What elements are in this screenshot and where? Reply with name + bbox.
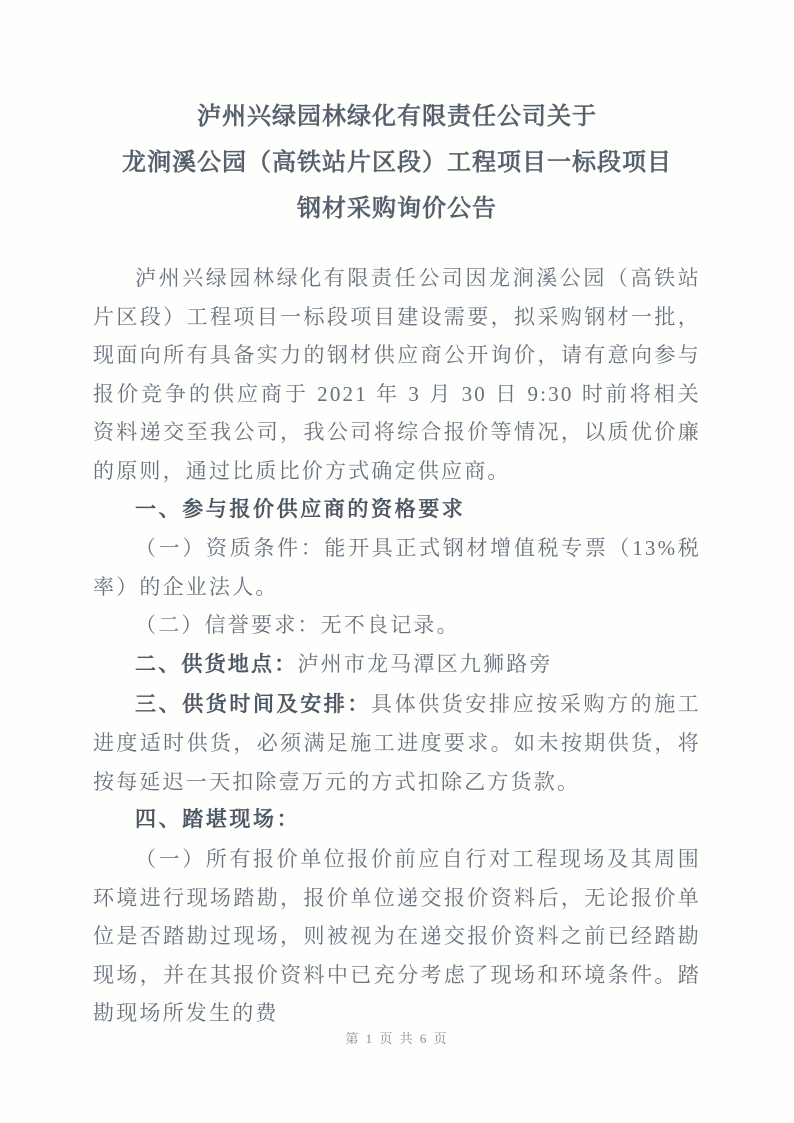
paragraph-intro: 泸州兴绿园林绿化有限责任公司因龙涧溪公园（高铁站片区段）工程项目一标段项目建设需要，拟采购钢材一批，现面向所有具备实力的钢材供应商公开询价，请有意向参与报价竞争的供应商于 2021 年 3 月 30 日 9:30 时前将相关资料递交至我公司，我公司将综合报价等情况，以质优价廉的原则，通过比质比价方式确定供应商。 xyxy=(93,266,701,483)
section-heading-delivery-location: 二、供货地点： xyxy=(135,652,298,676)
section-heading-qualifications: 一、参与报价供应商的资格要求 xyxy=(135,497,466,521)
paragraph-site-visit: （一）所有报价单位报价前应自行对工程现场及其周围环境进行现场踏勘，报价单位递交报价资料后，无论报价单位是否踏勘过现场，则被视为在递交报价资料之前已经踏勘现场，并在其报价资料中已充分考虑了现场和环境条件。踏勘现场所发生的费 xyxy=(93,846,701,1026)
document-title-line-3: 钢材采购询价公告 xyxy=(297,195,497,222)
paragraph-credit-requirement: （二）信誉要求：无不良记录。 xyxy=(135,613,460,638)
paragraph-delivery-location xyxy=(93,645,701,685)
delivery-location-text: 泸州市龙马潭区九狮路旁 xyxy=(297,651,553,676)
section-heading-delivery-time: 三、供货时间及安排： xyxy=(135,692,371,716)
page-number-footer: 第 1 页 共 6 页 xyxy=(345,1031,449,1046)
paragraph-delivery-time xyxy=(93,685,701,802)
paragraph-qualification-condition: （一）资质条件：能开具正式钢材增值税专票（13%税率）的企业法人。 xyxy=(93,536,701,599)
document-title-line-1: 泸州兴绿园林绿化有限责任公司关于 xyxy=(197,103,597,130)
document-body xyxy=(93,259,701,1033)
section-heading-site-visit: 四、踏堪现场： xyxy=(135,808,301,832)
delivery-time-text: 具体供货安排应按采购方的施工进度适时供货，必须满足施工进度要求。如未按期供货，将按每延迟一天扣除壹万元的方式扣除乙方货款。 xyxy=(93,691,701,794)
document-title xyxy=(0,0,794,232)
document-title-line-2: 龙涧溪公园（高铁站片区段）工程项目一标段项目 xyxy=(122,149,672,176)
